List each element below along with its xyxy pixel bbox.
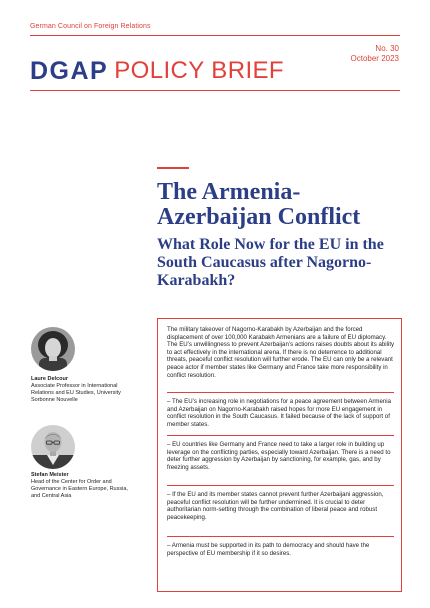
summary-divider [167, 485, 394, 486]
summary-intro: The military takeover of Nagorno-Karabakh by Azerbaijan and the forced displacement of over 100,000 Karabakh Armenians are a failure of EU diplomacy. The EU’s unwillingness to prevent Azerbaijan’s actions raises doubts about its ability to act effectively in the international arena. If there is no deterrence to additional threats, peaceful conflict resolution will further erode. The EU can only be a relevant peace actor if member states like Germany and France take more responsibility in conflict resolution. [167, 326, 395, 379]
summary-box [157, 318, 402, 592]
issue-date: October 2023 [350, 54, 399, 63]
avatar-stefan-meister [31, 425, 75, 469]
summary-divider [167, 435, 394, 436]
author-photo-icon [31, 327, 75, 371]
summary-divider [167, 536, 394, 537]
summary-divider [167, 392, 394, 393]
page-title: The Armenia-Azerbaijan Conflict [157, 179, 361, 230]
avatar-laure-delcour [31, 327, 75, 371]
organization-name: German Council on Foreign Relations [30, 23, 151, 30]
top-divider [30, 35, 400, 36]
brand-label: POLICY BRIEF [114, 57, 284, 84]
key-point: – The EU’s increasing role in negotiations for a peace agreement between Armenia and Azerbaijan on Nagorno-Karabakh raised hopes for more EU engagement in conflict resolution in the South Caucasus. It failed because of the lack of support of member states. [167, 398, 392, 429]
author-role: Head of the Center for Order and Governance in Eastern Europe, Russia, and Central Asia [31, 479, 128, 499]
brand-mark: DGAP [30, 57, 109, 85]
author-name: Laure Delcour [31, 376, 68, 382]
key-point: – If the EU and its member states cannot prevent further Azerbaijani aggression, peaceful conflict resolution will be further undermined. It is crucial to deter authoritarian norm-setting through the combination of liberal peace and robust peacekeeping. [167, 491, 384, 522]
page-subtitle: What Role Now for the EU in the South Caucasus after Nagorno-Karabakh? [157, 236, 384, 289]
key-point: – Armenia must be supported in its path to democracy and should have the perspective of EU membership if it so desires. [167, 542, 370, 557]
author-role: Associate Professor in International Relations and EU Studies, University Sorbonne Nouvelle [31, 383, 121, 403]
issue-number: No. 30 [375, 44, 399, 53]
author-name: Stefan Meister [31, 472, 69, 478]
title-accent-bar [157, 167, 189, 169]
key-point: – EU countries like Germany and France need to take a larger role in building up leverage on the conflicting parties, especially toward Azerbaijan. There is a need to deter further aggression by Azerbaijan by sanctioning, for example, gas, and by freezing assets. [167, 441, 391, 472]
author-photo-icon [31, 425, 75, 469]
header-divider [30, 90, 400, 91]
brand-logo [30, 58, 284, 84]
